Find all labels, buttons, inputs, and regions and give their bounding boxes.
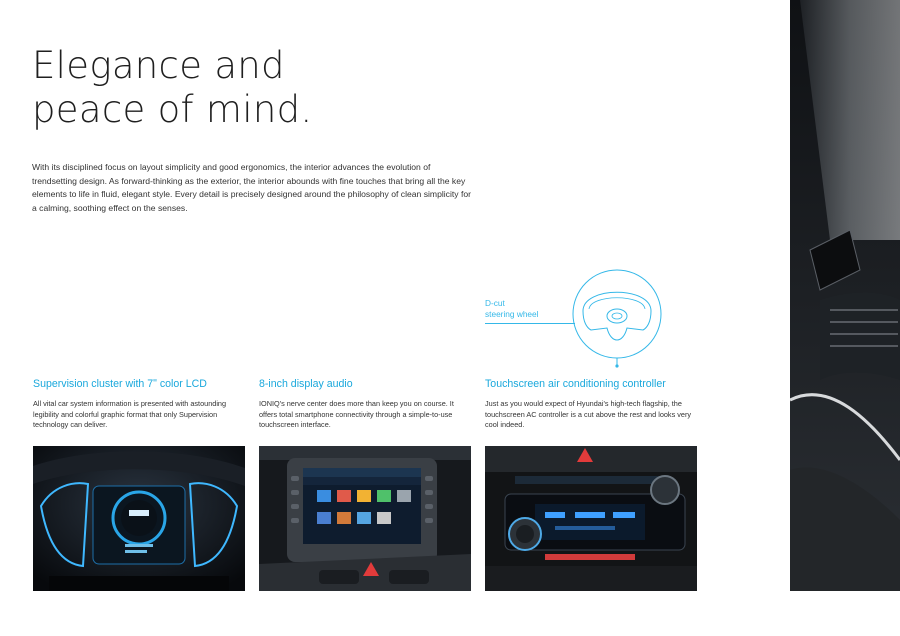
feature-title: 8-inch display audio bbox=[259, 378, 353, 390]
feature-description: All vital car system information is presented with astounding legibility and colorful graphic format that only Supervision technology can deliver. bbox=[33, 399, 227, 430]
steering-wheel-icon bbox=[565, 264, 670, 369]
feature-description: Just as you would expect of Hyundai's high-tech flagship, the touchscreen AC controller is a cut above the rest and looks very cool indeed. bbox=[485, 399, 692, 430]
feature-title: Supervision cluster with 7ʺ color LCD bbox=[33, 378, 207, 390]
steering-wheel-callout bbox=[485, 298, 539, 320]
callout-leader-line bbox=[485, 323, 575, 324]
dashboard-side-photo bbox=[790, 0, 900, 591]
callout-line-2: steering wheel bbox=[485, 309, 539, 319]
feature-title: Touchscreen air conditioning controller bbox=[485, 378, 666, 390]
display-audio-photo bbox=[259, 446, 471, 591]
feature-audio bbox=[259, 378, 471, 431]
callout-line-1: D-cut bbox=[485, 298, 505, 308]
feature-cluster bbox=[33, 378, 245, 431]
feature-description: IONIQ's nerve center does more than keep you on course. It offers total smartphone connectivity through a simple-to-use touchscreen interface. bbox=[259, 399, 454, 430]
headline-line-1: Elegance and bbox=[32, 44, 285, 87]
intro-paragraph: With its disciplined focus on layout simplicity and good ergonomics, the interior advances the evolution of trendsetting design. As forward-thinking as the exterior, the interior abounds with fine touches that bring all the key elements to life in fluid, elegant style. Every detail is precisely designed around the philosophy of clean simplicity for a calming, soothing effect on the senses. bbox=[32, 162, 471, 213]
headline bbox=[32, 44, 312, 132]
headline-line-2: peace of mind. bbox=[32, 88, 313, 131]
feature-ac bbox=[485, 378, 697, 431]
ac-controller-photo bbox=[485, 446, 697, 591]
instrument-cluster-photo bbox=[33, 446, 245, 591]
